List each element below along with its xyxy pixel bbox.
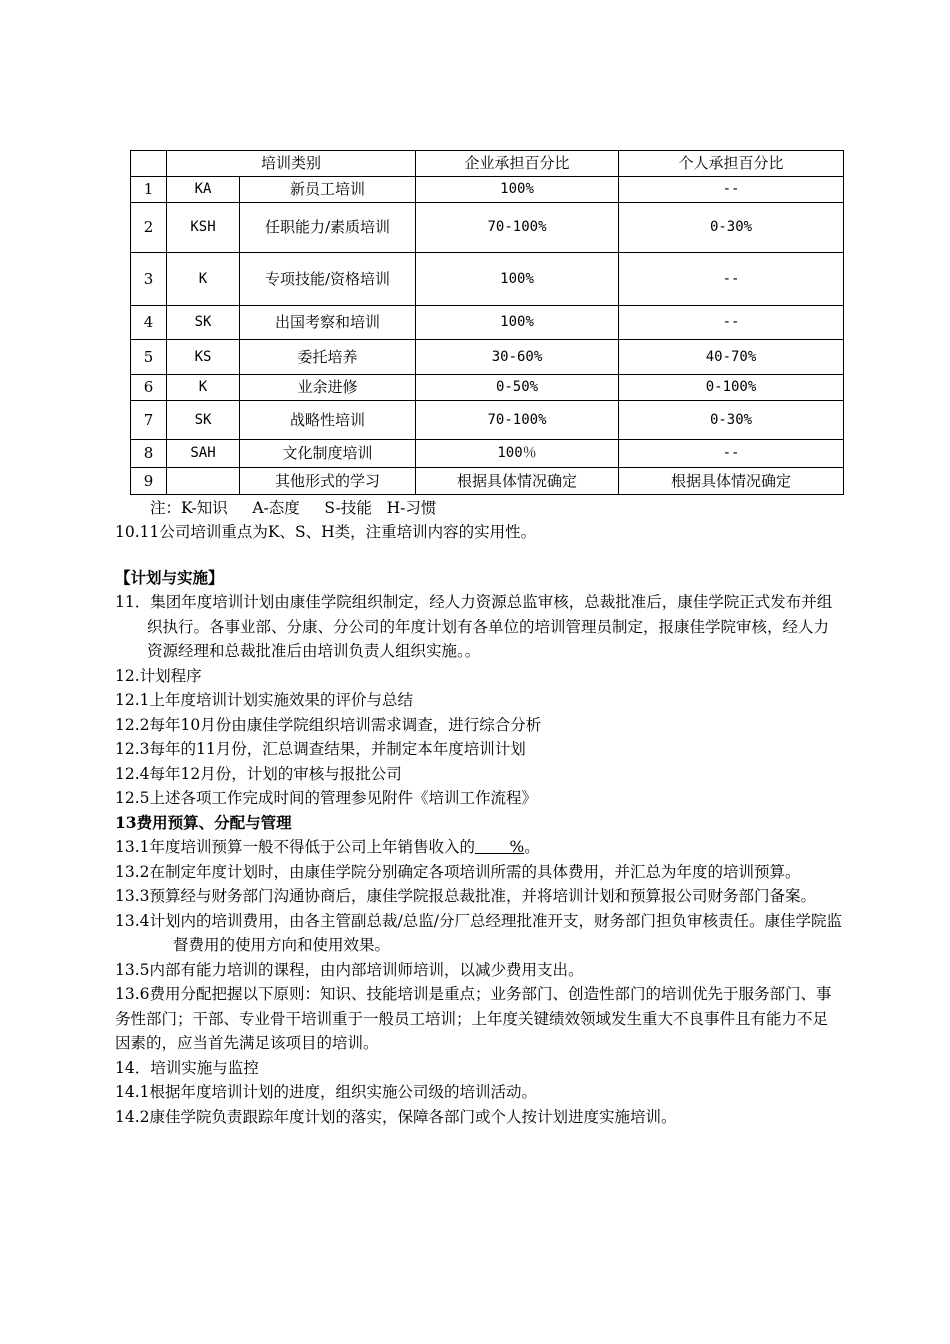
paragraph-12-1: 12.1上年度培训计划实施效果的评价与总结 [115, 691, 414, 709]
table-row [131, 375, 844, 401]
row-type: 其他形式的学习 [240, 468, 416, 495]
row-personal: 根据具体情况确定 [619, 468, 844, 495]
row-code: KSH [167, 203, 240, 253]
paragraph-11: 11．集团年度培训计划由康佳学院组织制定，经人力资源总监审核，总裁批准后，康佳学院正式发布并组织执行。各事业部、分康、分公司的年度计划有各单位的培训管理员制定，报康佳学院审核，经人力资源经理和总裁批准后由培训负责人组织实施。。 [115, 593, 833, 660]
document-body [115, 520, 843, 1129]
row-personal: -- [619, 177, 844, 203]
row-company: 70-100% [416, 203, 619, 253]
paragraph-12: 12.计划程序 [115, 666, 202, 685]
row-no: 4 [131, 306, 167, 340]
row-company: 0-50% [416, 375, 619, 401]
row-code: SAH [167, 440, 240, 468]
training-fee-table [130, 150, 844, 495]
row-no: 1 [131, 177, 167, 203]
table-header-row [131, 151, 844, 177]
row-no: 9 [131, 468, 167, 495]
paragraph-13-4: 13.4计划内的培训费用，由各主管副总裁/总监/分厂总经理批准开支，财务部门担负审核责任。康佳学院监督费用的使用方向和使用效果。 [115, 911, 842, 954]
row-no: 7 [131, 401, 167, 440]
row-no: 5 [131, 340, 167, 375]
row-company: 根据具体情况确定 [416, 468, 619, 495]
paragraph-13-1-text: 13.1年度培训预算一般不得低于公司上年销售收入的 [115, 838, 476, 856]
row-personal: -- [619, 253, 844, 306]
row-company: 100% [416, 177, 619, 203]
row-company: 100% [416, 253, 619, 306]
row-personal: -- [619, 440, 844, 468]
row-company: 100％ [416, 440, 619, 468]
row-company: 70-100% [416, 401, 619, 440]
header-company-percent: 企业承担百分比 [416, 151, 619, 177]
row-type: 文化制度培训 [240, 440, 416, 468]
paragraph-14-1: 14.1根据年度培训计划的进度，组织实施公司级的培训活动。 [115, 1083, 538, 1101]
row-type: 专项技能/资格培训 [240, 253, 416, 306]
paragraph-12-4: 12.4每年12月份，计划的审核与报批公司 [115, 764, 402, 783]
row-no: 3 [131, 253, 167, 306]
section-heading-13: 13费用预算、分配与管理 [115, 812, 292, 832]
table-row [131, 203, 844, 253]
table-row [131, 177, 844, 203]
paragraph-13-6: 13.6费用分配把握以下原则：知识、技能培训是重点；业务部门、创造性部门的培训优先于服务部门、事务性部门；干部、专业骨干培训重于一般员工培训；上年度关键绩效领域发生重大不良事件且有能力不足因素的，应当首先满足该项目的培训。 [115, 985, 832, 1052]
paragraph-13-5: 13.5内部有能力培训的课程，由内部培训师培训，以减少费用支出。 [115, 960, 584, 979]
spacer [115, 545, 843, 566]
row-type: 业余进修 [240, 375, 416, 401]
header-training-type: 培训类别 [167, 151, 416, 177]
table-row [131, 253, 844, 306]
paragraph-12-5: 12.5上述各项工作完成时间的管理参见附件《培训工作流程》 [115, 789, 538, 807]
header-no-cell [131, 151, 167, 177]
row-personal: 0-30% [619, 401, 844, 440]
header-personal-percent: 个人承担百分比 [619, 151, 844, 177]
table-row [131, 340, 844, 375]
table-row [131, 401, 844, 440]
row-personal: -- [619, 306, 844, 340]
paragraph-12-2: 12.2每年10月份由康佳学院组织培训需求调查，进行综合分析 [115, 715, 542, 734]
paragraph-10-11: 10.11公司培训重点为K、S、H类，注重培训内容的实用性。 [115, 523, 537, 541]
row-type: 新员工培训 [240, 177, 416, 203]
paragraph-13-1-end: 。 [524, 838, 540, 856]
paragraph-13-3: 13.3预算经与财务部门沟通协商后，康佳学院报总裁批准，并将培训计划和预算报公司财务部门备案。 [115, 887, 817, 905]
paragraph-13-2: 13.2在制定年度计划时，由康佳学院分别确定各项培训所需的具体费用，并汇总为年度的培训预算。 [115, 862, 801, 881]
table-row [131, 468, 844, 495]
row-code: K [167, 375, 240, 401]
row-no: 2 [131, 203, 167, 253]
row-code: KA [167, 177, 240, 203]
row-code: SK [167, 401, 240, 440]
row-type: 任职能力/素质培训 [240, 203, 416, 253]
row-code: KS [167, 340, 240, 375]
row-company: 100% [416, 306, 619, 340]
paragraph-14-2: 14.2康佳学院负责跟踪年度计划的落实，保障各部门或个人按计划进度实施培训。 [115, 1107, 677, 1126]
percent-blank: % [475, 838, 525, 856]
paragraph-14: 14．培训实施与监控 [115, 1058, 259, 1077]
row-code: SK [167, 306, 240, 340]
row-company: 30-60% [416, 340, 619, 375]
row-type: 委托培养 [240, 340, 416, 375]
table-row [131, 306, 844, 340]
row-personal: 0-100% [619, 375, 844, 401]
row-no: 8 [131, 440, 167, 468]
row-personal: 40-70% [619, 340, 844, 375]
row-personal: 0-30% [619, 203, 844, 253]
section-heading-plan: 【计划与实施】 [115, 567, 224, 587]
row-type: 出国考察和培训 [240, 306, 416, 340]
paragraph-12-3: 12.3每年的11月份，汇总调查结果，并制定本年度培训计划 [115, 740, 526, 758]
table-row [131, 440, 844, 468]
table-note: 注：K-知识 A-态度 S-技能 H-习惯 [150, 499, 437, 517]
row-no: 6 [131, 375, 167, 401]
row-code: K [167, 253, 240, 306]
row-type: 战略性培训 [240, 401, 416, 440]
row-code [167, 468, 240, 495]
paragraph-13-1 [115, 835, 843, 860]
